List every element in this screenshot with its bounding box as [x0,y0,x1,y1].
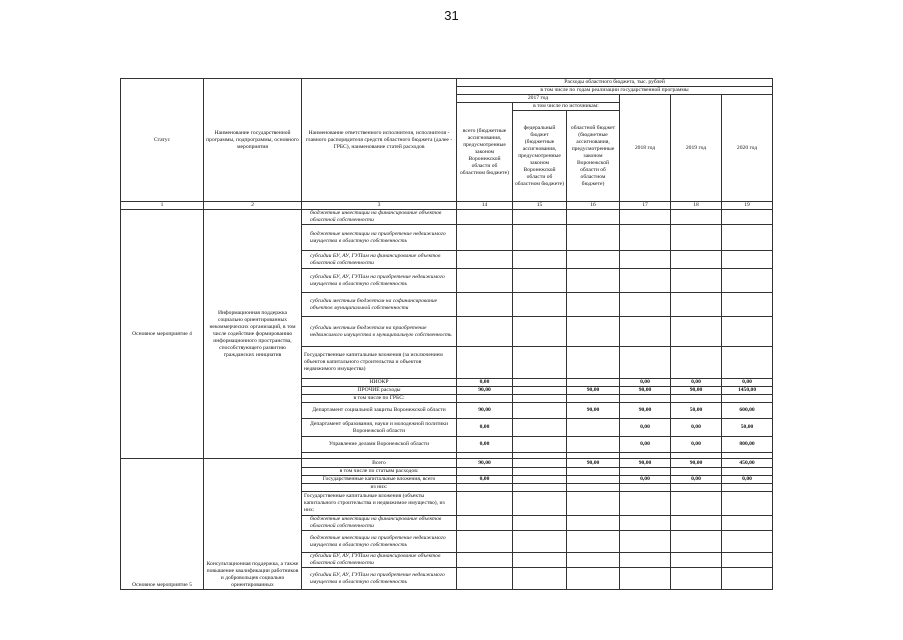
cell-value: 0,00 [722,379,773,387]
colnum: 16 [567,202,620,210]
cell-value [513,437,567,453]
header-expenses: Расходы областного бюджета, тыс. рублей [457,79,773,87]
cell-value: 90,00 [620,403,671,419]
m5-item: субсидии БУ, АУ, ГУПам на финансирование объектов областной собственности [302,553,457,568]
m4-name: Информационная поддержка социально ориентированных некоммерческих организаций, в том числе содействие формированию информационного пространства, способствующего развитию гражданских инициатив [204,210,302,459]
colnum: 18 [671,202,722,210]
cell-value [513,419,567,437]
cell-value: 0,00 [620,437,671,453]
cell-value: 0,00 [671,419,722,437]
m4-dep-edu: Департамент образования, науки и молодежной политики Воронежской области [302,419,457,437]
m5-state-cap: Государственные капитальные вложения (объекты капитального строительства и недвижимое имущество), из них: [302,492,457,516]
m4-state-cap: Государственные капитальные вложения (за исключением объектов капитального строительства и объектов недвижимого имущества) [302,347,457,379]
page-number: 31 [444,8,459,23]
cell-value: 0,00 [457,379,513,387]
header-total: всего (бюджетные ассигнования, предусмотренные законом Воронежской области об областном бюджете) [457,103,513,202]
cell-value: 0,00 [671,379,722,387]
cell-value: 0,00 [722,476,773,484]
budget-table [120,78,773,590]
colnum: 2 [204,202,302,210]
m5-item: бюджетные инвестиции на финансирование объектов областной собственности [302,516,457,531]
cell-value [567,379,620,387]
cell-value: 90,00 [457,403,513,419]
header-2020: 2020 год [722,95,773,202]
m5-state-cap-total: Государственные капитальные вложения, всего [302,476,457,484]
m4-item: бюджетные инвестиции на приобретение недвижимого имущества в областную собственность [302,225,457,251]
m4-grbs-label: в том числе по ГРБС: [302,395,457,403]
header-by-years: в том числе по годам реализации государственной программы [457,87,773,95]
cell-value: 90,00 [567,403,620,419]
cell-value: 0,00 [457,419,513,437]
m5-of-which: из них: [302,484,457,492]
m5-item: бюджетные инвестиции на приобретение недвижимого имущества в областную собственность [302,531,457,553]
header-incl-sources: в том числе по источникам: [513,103,620,111]
colnum: 17 [620,202,671,210]
m5-total-label: Всего [302,459,457,468]
cell-value: 800,00 [722,437,773,453]
m4-status: Основное мероприятие 4 [121,210,204,459]
header-2018: 2018 год [620,95,671,202]
header-regional: областной бюджет (бюджетные ассигнования, предусмотренные законом Воронежской области об областном бюджете) [567,111,620,202]
cell-value [567,476,620,484]
cell-value: 0,00 [457,437,513,453]
m5-name: Консультационная поддержка, а также повышение квалификации работников и добровольцев социально ориентированных [204,459,302,590]
m4-other-label: ПРОЧИЕ расходы [302,387,457,395]
colnum: 15 [513,202,567,210]
colnum: 1 [121,202,204,210]
header-executor: Наименование ответственного исполнителя, исполнителя - главного распорядителя средств областного бюджета (далее - ГРБС), наименование статей расходов [302,79,457,202]
cell-value: 50,00 [671,403,722,419]
m4-item: субсидии местным бюджетам на приобретение недвижимого имущества в муниципальную собственность [302,317,457,347]
m4-item: субсидии БУ, АУ, ГУПам на приобретение недвижимого имущества в областную собственность [302,269,457,293]
cell-value [513,379,567,387]
cell-value [513,476,567,484]
m5-by-articles: в том числе по статьям расходов: [302,468,457,476]
cell-value [513,459,567,468]
cell-value: 90,00 [620,387,671,395]
m4-item: субсидии местным бюджетам на софинансирование объектов муниципальной собственности [302,293,457,317]
header-2017: 2017 год [457,95,620,103]
cell-value: 0,00 [620,476,671,484]
cell-value: 90,00 [671,459,722,468]
cell-value [513,387,567,395]
cell-value: 90,00 [567,387,620,395]
cell-value: 90,00 [671,387,722,395]
cell-value: 90,00 [457,387,513,395]
cell-value: 0,00 [671,476,722,484]
cell-value [567,419,620,437]
cell-value: 90,00 [567,459,620,468]
cell-value: 0,00 [457,476,513,484]
cell-value: 90,00 [457,459,513,468]
header-federal: федеральный бюджет (бюджетные ассигнования, предусмотренные законом Воронежской области об областном бюджете) [513,111,567,202]
header-status: Статус [121,79,204,202]
colnum: 3 [302,202,457,210]
m4-item: субсидии БУ, АУ, ГУПам на финансирование объектов областной собственности [302,251,457,269]
m4-dep-social: Департамент социальной защиты Воронежской области [302,403,457,419]
m4-niokr-label: НИОКР [302,379,457,387]
cell-value: 90,00 [620,459,671,468]
cell-value: 1450,00 [722,387,773,395]
cell-value: 50,00 [722,419,773,437]
cell-value: 0,00 [671,437,722,453]
cell-value: 450,00 [722,459,773,468]
header-name: Наименование государственной программы, подпрограммы, основного мероприятия [204,79,302,202]
cell-value: 0,00 [620,379,671,387]
colnum: 14 [457,202,513,210]
colnum: 19 [722,202,773,210]
m4-dep-affairs: Управление делами Воронежской области [302,437,457,453]
cell-value [513,403,567,419]
cell-value [567,437,620,453]
cell-value: 600,00 [722,403,773,419]
cell-value: 0,00 [620,419,671,437]
header-2019: 2019 год [671,95,722,202]
m5-item: субсидии БУ, АУ, ГУПам на приобретение недвижимого имущества в областную собственность [302,568,457,590]
m5-status: Основное мероприятие 5 [121,459,204,590]
m4-item: бюджетные инвестиции на финансирование объектов областной собственности [302,210,457,225]
